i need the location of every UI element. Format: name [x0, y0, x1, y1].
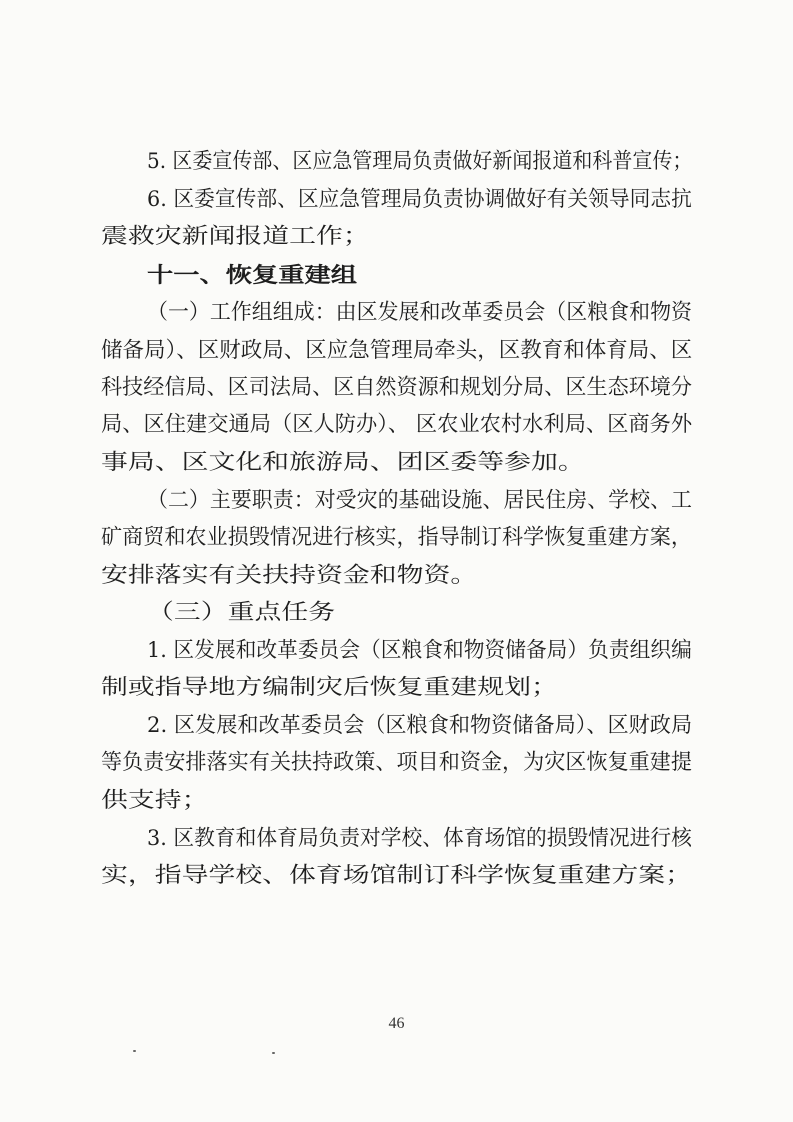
- line-text: （二）主要职责：对受灾的基础设施、居民住房、学校、工: [147, 488, 693, 513]
- page-number: 46: [388, 1015, 405, 1032]
- line-text: 供支持；: [101, 788, 209, 813]
- line-text: 储备局）、区财政局、区应急管理局牵头，区教育和体育局、区: [101, 338, 693, 363]
- line-text: 1. 区发展和改革委员会（区粮食和物资储备局）负责组织编: [147, 638, 692, 663]
- line-text: 等负责安排落实有关扶持政策、项目和资金，为灾区恢复重建提: [101, 750, 693, 775]
- line-text: 事局、区文化和旅游局、团区委等参加。: [101, 450, 585, 475]
- line-text: 2. 区发展和改革委员会（区粮食和物资储备局）、区财政局: [147, 713, 693, 738]
- line-text: 6. 区委宣传部、区应急管理局负责协调做好有关领导同志抗: [147, 187, 692, 212]
- line-text: （一）工作组组成：由区发展和改革委员会（区粮食和物资: [147, 300, 693, 325]
- line-text: 矿商贸和农业损毁情况进行核实，指导制订科学恢复重建方案，: [101, 525, 693, 550]
- line-text: 3. 区教育和体育局负责对学校、体育场馆的损毁情况进行核: [147, 826, 692, 851]
- line-text: （三）重点任务: [147, 600, 336, 625]
- scan-speck: [272, 1052, 275, 1054]
- scan-speck: [133, 1050, 136, 1052]
- line-text: 局、区住建交通局（区人防办）、 区农业农村水利局、区商务外: [101, 412, 693, 437]
- line-text: 安排落实有关扶持资金和物资。: [101, 563, 478, 588]
- line-text: 实，指导学校、体育场馆制订科学恢复重建方案；: [101, 863, 693, 888]
- line-text: 5. 区委宣传部、区应急管理局负责做好新闻报道和科普宣传；: [147, 149, 693, 174]
- heading-text: 十一、恢复重建组: [147, 263, 357, 287]
- line-text: 科技经信局、区司法局、区自然资源和规划分局、区生态环境分: [101, 375, 693, 400]
- line-text: 震救灾新闻报道工作；: [101, 224, 370, 249]
- line-text: 制或指导地方编制灾后恢复重建规划；: [101, 675, 558, 700]
